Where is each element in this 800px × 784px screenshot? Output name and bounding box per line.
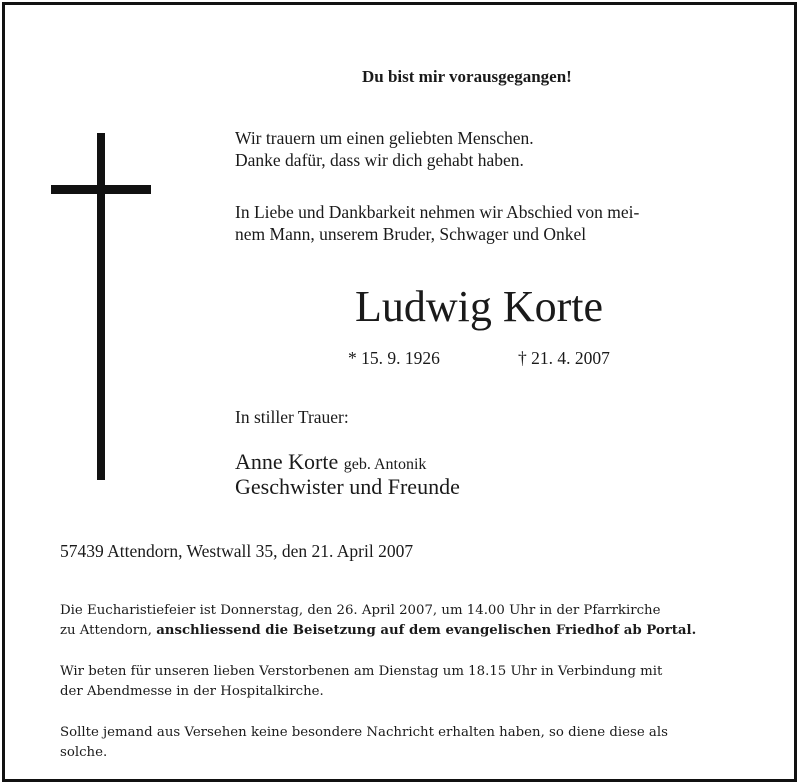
- farewell-paragraph: [235, 201, 639, 245]
- intro-line: Danke dafür, dass wir dich gehabt haben.: [235, 150, 524, 170]
- service-line: [60, 621, 696, 641]
- farewell-line: In Liebe und Dankbarkeit nehmen wir Abschied von mei-: [235, 202, 640, 222]
- death-date: † 21. 4. 2007: [518, 348, 610, 368]
- birth-date: * 15. 9. 1926: [348, 348, 440, 368]
- family-line: Geschwister und Freunde: [235, 474, 460, 499]
- service-text: zu Attendorn,: [60, 623, 157, 638]
- obituary-notice: [2, 2, 797, 782]
- intro-line: Wir trauern um einen geliebten Menschen.: [235, 128, 534, 148]
- service-line: Die Eucharistiefeier ist Donnerstag, den 26. April 2007, um 14.00 Uhr in der Pfarrkirche: [60, 603, 661, 618]
- cross-horizontal-bar: [51, 185, 151, 194]
- service-paragraph: [60, 601, 696, 641]
- farewell-line: nem Mann, unserem Bruder, Schwager und Onkel: [235, 224, 587, 244]
- mourner-maiden-name: geb. Antonik: [343, 456, 427, 473]
- motto-heading: Du bist mir vorausgegangen!: [362, 67, 572, 86]
- closing-line: Sollte jemand aus Versehen keine besondere Nachricht erhalten haben, so diene diese als: [60, 725, 668, 740]
- mourner-line: [235, 450, 426, 477]
- prayer-line: Wir beten für unseren lieben Verstorbenen am Dienstag um 18.15 Uhr in Verbindung mit: [60, 664, 663, 679]
- closing-line: solche.: [60, 745, 108, 760]
- prayer-line: der Abendmesse in der Hospitalkirche.: [60, 684, 324, 699]
- address-line: 57439 Attendorn, Westwall 35, den 21. April 2007: [60, 541, 414, 561]
- prayer-paragraph: [60, 662, 662, 702]
- deceased-name: Ludwig Korte: [355, 282, 604, 331]
- burial-info: anschliessend die Beisetzung auf dem evangelischen Friedhof ab Portal.: [156, 623, 697, 638]
- intro-paragraph: [235, 127, 534, 171]
- mourning-label: In stiller Trauer:: [235, 407, 349, 427]
- closing-paragraph: [60, 723, 668, 763]
- mourner-name: Anne Korte: [235, 449, 339, 474]
